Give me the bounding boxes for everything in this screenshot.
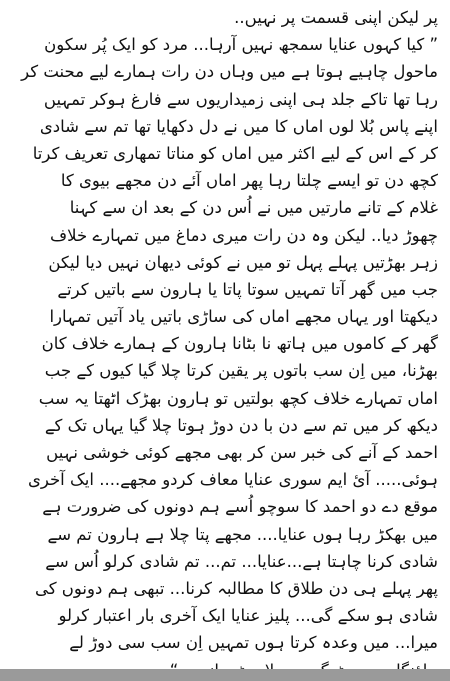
text-line: ” کیا کہوں عنایا سمجھ نہیں آرہا... مرد کو ایک پُر سکون: [44, 35, 438, 55]
text-line: اپنے پاس بُلا لوں اماں کا میں نے دل دکھایا تھا تم سے شادی: [39, 116, 438, 136]
text-line: ہوئی..... آئ ایم سوری عنایا معاف کردو مجھے.... ایک آخری: [27, 470, 438, 490]
text-line: پھر پہلے ہی دن طلاق کا مطالبہ کرنا... تبھی ہم دونوں کی: [34, 578, 438, 598]
text-line: کچھ دن تو ایسے چلتا رہا پھر اماں آئے دن مجھے بیوی کا: [60, 171, 438, 191]
text-line: چھوڑ دیا.. لیکن وہ دن رات میری دماغ میں تمہارے خلاف: [50, 225, 438, 245]
text-line: دیکھتا اور یہاں مجھے اماں کی ساڑی باتیں یاد آتیں تمہارا: [49, 307, 438, 327]
urdu-text-block: [12, 4, 438, 681]
text-line: میرا... میں وعدہ کرتا ہوں تمہیں اِن سب سی دوڑ لے: [69, 633, 438, 653]
text-line: جب میں گھر آتا تمہیں سوتا پاتا یا ہارون سے باتیں کرتے: [57, 279, 438, 299]
text-line: احمد کے آنے کی خبر سن کر بھی مجھے کوئی خوشی نہیں: [46, 443, 438, 462]
text-line: کر کے اس کے لیے اکثر میں اماں کو مناتا تمھاری تعریف کرتا: [32, 143, 438, 163]
text-line: ماحول چاہیے ہوتا ہے میں وہاں دن رات ہمارے لیے محنت کر: [21, 62, 438, 82]
text-line: زہر بھڑتیں پہلے پہل تو میں نے کوئی دیھان نہیں دیا لیکن: [48, 252, 438, 272]
text-line: دیکھ کر میں تم سے دن با دن دوڑ ہوتا چلا گیا یہاں تک کے: [44, 415, 438, 435]
text-line: شادی کرنا چاہتا ہے...عنایا... تم... تم شادی کرلو اُس سے: [45, 551, 438, 571]
text-line: پر لیکن اپنی قسمت پر نہیں..: [234, 8, 438, 27]
bottom-bar: [0, 669, 450, 681]
text-line: غلام کے تانے مارتیں میں نے اُس دن کے بعد ان سے کہنا: [69, 198, 438, 218]
text-line: بھڑنا، میں اِن سب باتوں پر یقین کرتا چلا گیا کیوں کے جب: [44, 361, 438, 381]
text-line: موقع دے دو احمد کا سوچو اُسے ہم دونوں کی ضرورت ہے: [42, 497, 438, 517]
text-line: گھر کے کاموں میں ہاتھ نا بٹانا ہارون کے ہمارے خلاف کان: [41, 334, 438, 354]
text-line: اماں تمہارے خلاف کچھ بولتیں تو ہارون بھڑک اٹھتا یہ سب: [38, 388, 438, 408]
text-line: شادی ہو سکے گی... پلیز عنایا ایک آخری بار اعتبار کرلو: [58, 606, 438, 626]
text-line: رہا تھا تاکے جلد ہی اپنی زمیداریوں سے فارغ ہوکر تمہیں: [43, 89, 438, 109]
text-line: میں بھکڑ رہا ہوں عنایا.... مجھے پتا چلا ہے ہارون تم سے: [47, 524, 438, 544]
